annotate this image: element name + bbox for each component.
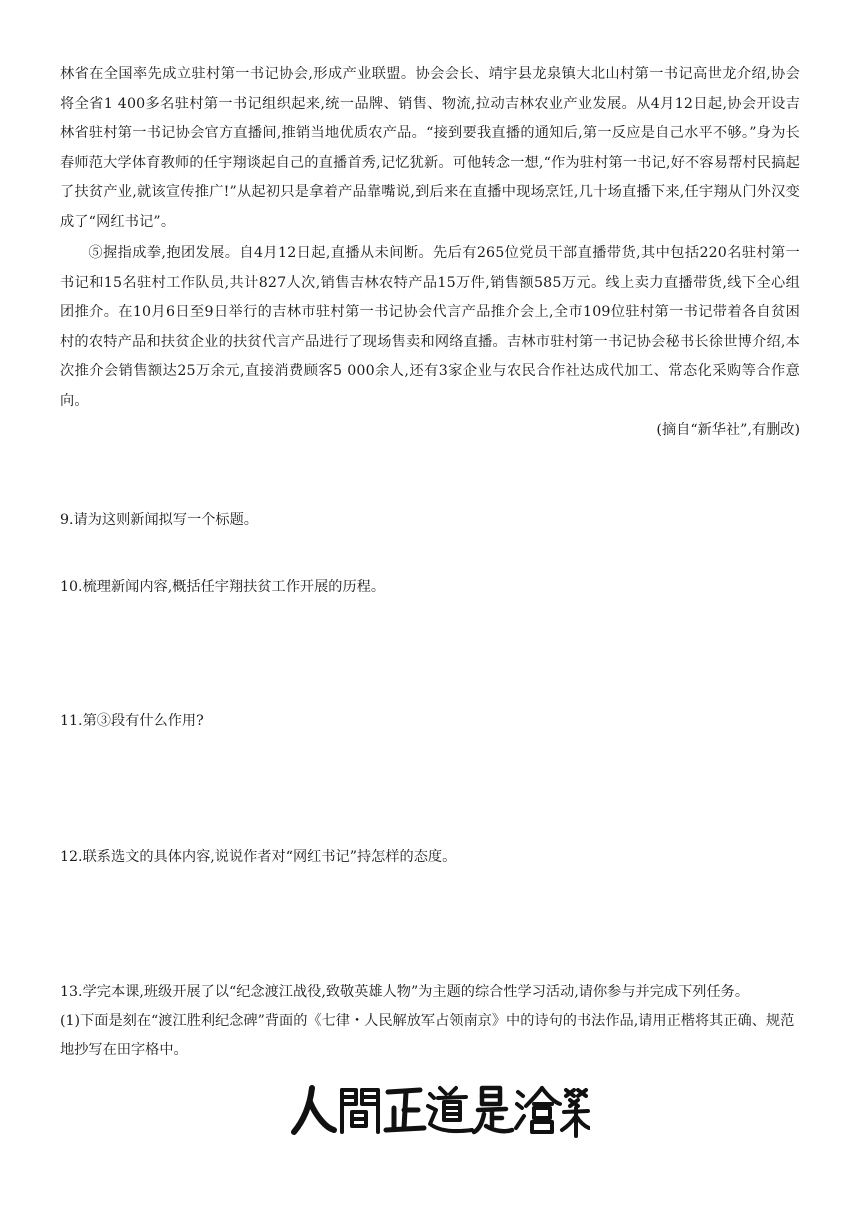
calligraphy-char-7 <box>562 1090 589 1136</box>
question-10: 10.梳理新闻内容,概括任宇翔扶贫工作开展的历程。 <box>60 579 386 595</box>
calligraphy-char-4 <box>428 1088 472 1131</box>
article-source: (摘自“新华社”,有删改) <box>656 422 800 438</box>
calligraphy-char-2 <box>342 1090 378 1132</box>
question-12: 12.联系选文的具体内容,说说作者对“网红书记”持怎样的态度。 <box>60 849 457 865</box>
calligraphy-char-5 <box>474 1088 512 1132</box>
calligraphy-char-1 <box>294 1088 334 1132</box>
calligraphy-char-6 <box>516 1088 560 1132</box>
calligraphy-artwork <box>290 1080 590 1140</box>
article-body <box>60 60 800 444</box>
question-11: 11.第③段有什么作用? <box>60 713 204 729</box>
question-9: 9.请为这则新闻拟写一个标题。 <box>60 512 258 528</box>
question-13-stem: 13.学完本课,班级开展了以“纪念渡江战役,致敬英雄人物”为主题的综合性学习活动,请你参与并完成下列任务。 <box>60 984 750 1000</box>
question-13 <box>60 978 800 1065</box>
article-paragraph: 林省在全国率先成立驻村第一书记协会,形成产业联盟。协会会长、靖宇县龙泉镇大北山村第一书记高世龙介绍,协会将全省1 400多名驻村第一书记组织起来,统一品牌、销售、物流,拉动吉林农业产业发展。从4月12日起,协会开设吉林省驻村第一书记协会官方直播间,推销当地优质农产品。“接到要我直播的通知后,第一反应是自己水平不够。”身为长春师范大学体育教师的任宇翔谈起自己的直播首秀,记忆犹新。可他转念一想,“作为驻村第一书记,好不容易帮村民搞起了扶贫产业,就该宣传推广!”从起初只是拿着产品靠嘴说,到后来在直播中现场烹饪,几十场直播下来,任宇翔从门外汉变成了“网红书记”。 <box>60 66 800 230</box>
calligraphy-char-3 <box>386 1090 424 1130</box>
question-13-task-1: (1)下面是刻在“渡江胜利纪念碑”背面的《七律・人民解放军占领南京》中的诗句的书法作品,请用正楷将其正确、规范地抄写在田字格中。 <box>60 1013 795 1058</box>
article-paragraph-5: ⑤握指成拳,抱团发展。自4月12日起,直播从未间断。先后有265位党员干部直播带货,其中包括220名驻村第一书记和15名驻村工作队员,共计827人次,销售吉林农特产品15万件,销售额585万元。线上卖力直播带货,线下全心组团推介。在10月6日至9日举行的吉林市驻村第一书记协会代言产品推介会上,全市109位驻村第一书记带着各自贫困村的农特产品和扶贫企业的扶贫代言产品进行了现场售卖和网络直播。吉林市驻村第一书记协会秘书长徐世博介绍,本次推介会销售额达25万余元,直接消费顾客5 000余人,还有3家企业与农民合作社达成代加工、常态化采购等合作意向。 <box>60 245 800 409</box>
